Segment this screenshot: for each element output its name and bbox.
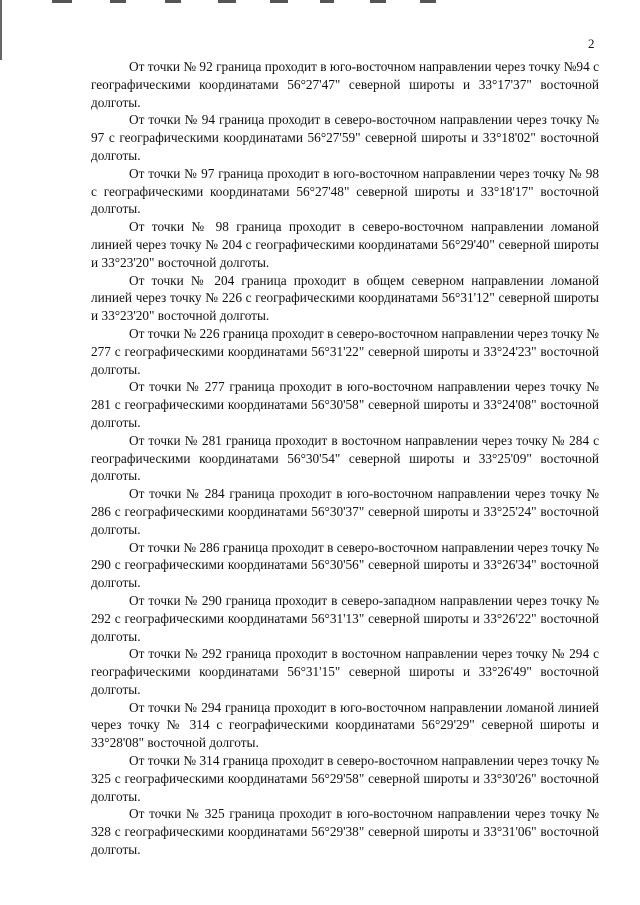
paragraph: От точки № 281 граница проходит в восточном направлении через точку № 284 с географическими координатами 56°30'54" северной широты и 33°25'09" восточной долготы.: [91, 432, 599, 484]
paragraph: От точки № 226 граница проходит в северо-восточном направлении через точку № 277 с географическими координатами 56°31'22" северной широты и 33°24'23" восточной долготы.: [91, 325, 599, 377]
scan-artifact-top: [0, 0, 640, 3]
paragraph: От точки № 294 граница проходит в юго-восточном направлении ломаной линией через точку № 314 с географическими координатами 56°29'29" северной широты и 33°28'08" восточной долготы.: [91, 699, 599, 751]
paragraph: От точки № 98 граница проходит в северо-восточном направлении ломаной линией через точку № 204 с географическими координатами 56°29'40" северной широты и 33°23'20" восточной долготы.: [91, 219, 599, 270]
paragraph: От точки № 292 граница проходит в восточном направлении через точку № 294 с географическими координатами 56°31'15" северной широты и 33°26'49" восточной долготы.: [91, 646, 599, 697]
paragraph: От точки № 286 граница проходит в северо-восточном направлении через точку № 290 с географическими координатами 56°30'56" северной широты и 33°26'34" восточной долготы.: [91, 539, 599, 591]
document-body: [91, 58, 599, 859]
paragraph: От точки № 94 граница проходит в северо-восточном направлении через точку № 97 с географическими координатами 56°27'59" северной широты и 33°18'02" восточной долготы.: [91, 112, 599, 163]
paragraph: От точки № 277 граница проходит в юго-восточном направлении через точку № 281 с географическими координатами 56°30'58" северной широты и 33°24'08" восточной долготы.: [91, 379, 599, 430]
paragraph: От точки № 325 граница проходит в юго-восточном направлении через точку № 328 с географическими координатами 56°29'38" северной широты и 33°31'06" восточной долготы.: [91, 806, 599, 858]
paragraph: От точки № 92 граница проходит в юго-восточном направлении через точку №94 с географическими координатами 56°27'47" северной широты и 33°17'37" восточной долготы.: [91, 59, 599, 110]
page-number: 2: [588, 36, 595, 51]
paragraph: От точки № 204 граница проходит в общем северном направлении ломаной линией через точку № 226 с географическими координатами 56°31'12" северной широты и 33°23'20" восточной долготы.: [91, 272, 599, 324]
paragraph: От точки № 97 граница проходит в юго-восточном направлении через точку № 98 с географическими координатами 56°27'48" северной широты и 33°18'17" восточной долготы.: [91, 165, 599, 217]
paragraph: От точки № 314 граница проходит в северо-восточном направлении через точку № 325 с географическими координатами 56°29'58" северной широты и 33°30'26" восточной долготы.: [91, 753, 599, 804]
paragraph: От точки № 284 граница проходит в юго-восточном направлении через точку № 286 с географическими координатами 56°30'37" северной широты и 33°25'24" восточной долготы.: [91, 486, 599, 537]
paragraph: От точки № 290 граница проходит в северо-западном направлении через точку № 292 с географическими координатами 56°31'13" северной широты и 33°26'22" восточной долготы.: [91, 592, 599, 644]
scan-artifact-left: [0, 0, 2, 60]
